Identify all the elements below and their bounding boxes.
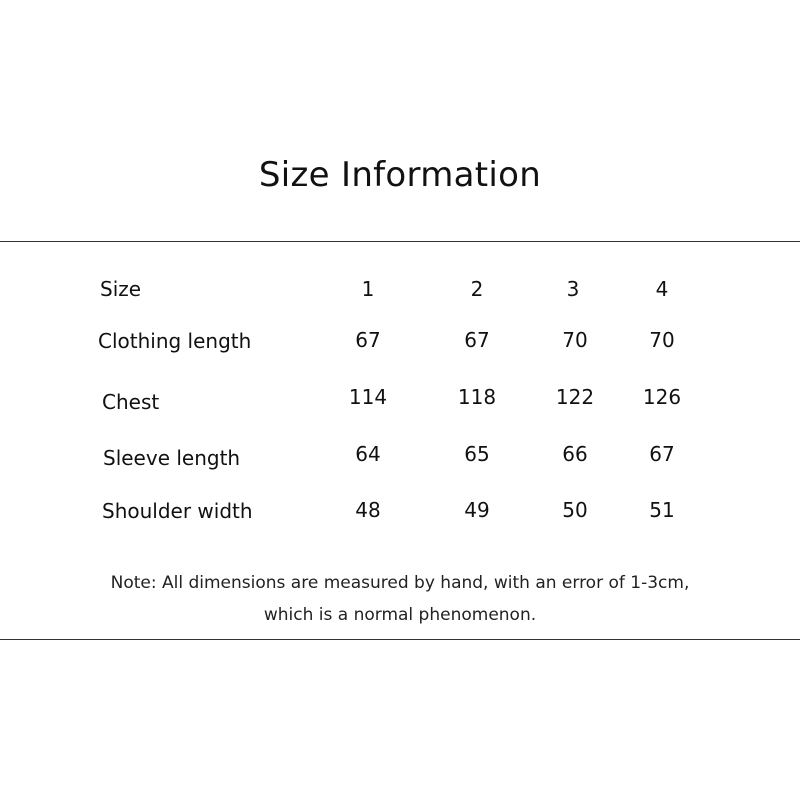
- table-cell: 70: [649, 328, 675, 352]
- table-cell: 49: [464, 498, 490, 522]
- table-cell: 118: [457, 385, 497, 409]
- table-cell: 64: [355, 442, 381, 466]
- table-cell: 50: [562, 498, 588, 522]
- table-cell: 51: [649, 498, 675, 522]
- table-cell: 66: [562, 442, 588, 466]
- table-cell: 48: [355, 498, 381, 522]
- top-divider: [0, 241, 800, 242]
- table-cell: 67: [355, 328, 381, 352]
- size-column-4: 4: [655, 277, 669, 301]
- table-cell: 67: [464, 328, 490, 352]
- table-cell: 65: [464, 442, 490, 466]
- row-label-sleeve-length: Sleeve length: [103, 446, 241, 470]
- page-title: Size Information: [258, 155, 542, 195]
- row-label-chest: Chest: [102, 390, 160, 414]
- row-label-clothing-length: Clothing length: [98, 329, 252, 353]
- bottom-divider: [0, 639, 800, 640]
- size-column-1: 1: [361, 277, 375, 301]
- size-column-3: 3: [566, 277, 580, 301]
- measurement-note-line-1: Note: All dimensions are measured by hand, with an error of 1-3cm,: [110, 573, 690, 593]
- row-label-shoulder-width: Shoulder width: [102, 499, 253, 523]
- measurement-note-line-2: which is a normal phenomenon.: [263, 605, 537, 625]
- header-label-size: Size: [100, 277, 142, 301]
- table-cell: 126: [642, 385, 682, 409]
- table-cell: 70: [562, 328, 588, 352]
- table-cell: 122: [555, 385, 595, 409]
- table-cell: 114: [348, 385, 388, 409]
- size-column-2: 2: [470, 277, 484, 301]
- table-cell: 67: [649, 442, 675, 466]
